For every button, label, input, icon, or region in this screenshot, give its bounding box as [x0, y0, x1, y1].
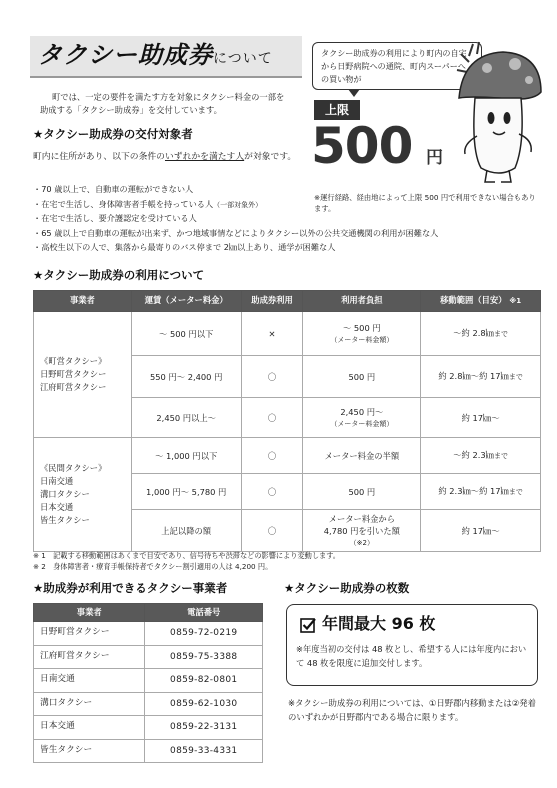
phone-number: 0859-75-3388: [145, 645, 263, 669]
condition-item: ・在宅で生活し、要介護認定を受けている人: [33, 213, 197, 224]
condition-item: ・在宅で生活し、身体障害者手帳を持っている人（一部対象外）: [33, 198, 263, 209]
coupon-cell: ✕: [241, 312, 303, 356]
limit-unit: 円: [426, 148, 443, 168]
count-title: 年間最大 96 枚: [322, 614, 436, 633]
operator-cell: 《民間タクシー》 日南交通 溝口タクシー 日本交通 皆生タクシー: [34, 438, 132, 552]
company-name: 溝口タクシー: [34, 692, 145, 716]
burden-cell: 500 円: [303, 356, 421, 398]
target-lead: 町内に住所があり、以下の条件のいずれかを満たす人が対象です。: [33, 152, 297, 162]
company-name: 日南交通: [34, 669, 145, 693]
table-row: [34, 645, 263, 669]
column-header: 利用者負担: [303, 291, 421, 312]
phone-number: 0859-72-0219: [145, 622, 263, 646]
burden-cell: 500 円: [303, 474, 421, 510]
usage-table: [33, 290, 541, 552]
usage-notes: [33, 550, 543, 572]
burden-cell: 2,450 円～ （メーター料金額）: [303, 398, 421, 438]
range-cell: 約 2.8㎞～約 17㎞まで: [421, 356, 541, 398]
page-title-suffix: について: [213, 51, 273, 67]
fare-cell: ～ 500 円以下: [131, 312, 241, 356]
range-cell: ～約 2.8㎞まで: [421, 312, 541, 356]
phone-number: 0859-22-3131: [145, 716, 263, 740]
footnote: ※ 1 記載する移動範囲はあくまで目安であり、信号待ちや渋滞などの影響により変動します。: [33, 551, 340, 560]
speech-bubble-tail: [348, 89, 360, 97]
burden-cell: メーター料金から 4,780 円を引いた額 （※2）: [303, 510, 421, 552]
footnote: ※ 2 身体障害者・療育手帳保持者でタクシー割引適用の人は 4,200 円。: [33, 562, 273, 571]
condition-list: [33, 183, 538, 256]
phone-number: 0859-33-4331: [145, 739, 263, 763]
page-title-main: タクシー助成券: [38, 41, 213, 69]
table-row: [34, 716, 263, 740]
table-row: [34, 438, 541, 474]
usage-heading: ★タクシー助成券の利用について: [33, 268, 205, 282]
limit-label: 上限: [314, 100, 360, 120]
page-title: [38, 40, 273, 74]
column-header: 事業者: [34, 291, 132, 312]
burden-cell: メーター料金の半額: [303, 438, 421, 474]
phone-number: 0859-82-0801: [145, 669, 263, 693]
range-cell: 約 17㎞～: [421, 510, 541, 552]
column-header: 助成券利用: [241, 291, 303, 312]
check-box-icon: [300, 617, 316, 633]
limit-note: ※運行経路、経由地によって上限 500 円で利用できない場合もあります。: [314, 193, 536, 213]
column-header: 運賃（メーター料金）: [131, 291, 241, 312]
fare-cell: 550 円～ 2,400 円: [131, 356, 241, 398]
burden-cell: ～ 500 円 （メーター料金額）: [303, 312, 421, 356]
count-note: ※年度当初の交付は 48 枚とし、希望する人には年度内において 48 枚を限度に追加交付します。: [296, 644, 527, 668]
operator-cell: 《町営タクシー》 日野町営タクシー 江府町営タクシー: [34, 312, 132, 438]
column-header: 電話番号: [145, 604, 263, 622]
coupon-cell: 〇: [241, 474, 303, 510]
table-row: [34, 312, 541, 356]
condition-item: ・70 歳以上で、自動車の運転ができない人: [33, 184, 194, 194]
coupon-cell: 〇: [241, 510, 303, 552]
table-row: [34, 622, 263, 646]
companies-table: [33, 603, 263, 763]
companies-table-header: [34, 604, 263, 622]
column-header: 移動範囲（目安） ※1: [421, 291, 541, 312]
column-header: 事業者: [34, 604, 145, 622]
fare-cell: 1,000 円～ 5,780 円: [131, 474, 241, 510]
table-row: [34, 692, 263, 716]
company-name: 日野町営タクシー: [34, 622, 145, 646]
fare-cell: 上記以降の額: [131, 510, 241, 552]
count-heading: ★タクシー助成券の枚数: [284, 581, 410, 595]
coupon-cell: 〇: [241, 398, 303, 438]
condition-item: ・65 歳以上で自動車の運転が出来ず、かつ地域事情などによりタクシー以外の公共交通機関の利用が困難な人: [33, 227, 439, 238]
range-cell: 約 17㎞～: [421, 398, 541, 438]
target-lead-underline: いずれかを満たす人: [164, 152, 245, 162]
target-heading: ★タクシー助成券の交付対象者: [33, 127, 193, 141]
company-name: 江府町営タクシー: [34, 645, 145, 669]
usage-scope-note: ※タクシー助成券の利用については、①日野郡内移動または②発着のいずれかが日野郡内である場合に限ります。: [288, 698, 536, 722]
range-cell: ～約 2.3㎞まで: [421, 438, 541, 474]
limit-amount: 500: [311, 117, 413, 175]
companies-heading: ★助成券が利用できるタクシー事業者: [33, 581, 228, 595]
phone-number: 0859-62-1030: [145, 692, 263, 716]
table-row: [34, 669, 263, 693]
company-name: 皆生タクシー: [34, 739, 145, 763]
mushroom-mascot-illustration: [453, 40, 543, 185]
company-name: 日本交通: [34, 716, 145, 740]
coupon-cell: 〇: [241, 356, 303, 398]
coupon-cell: 〇: [241, 438, 303, 474]
usage-table-header: [34, 291, 541, 312]
fare-cell: ～ 1,000 円以下: [131, 438, 241, 474]
intro-paragraph: 町では、一定の要件を満たす方を対象にタクシー料金の一部を助成する「タクシー助成券」を交付しています。: [40, 92, 285, 115]
fare-cell: 2,450 円以上～: [131, 398, 241, 438]
condition-item: ・高校生以下の人で、集落から最寄りのバス停まで 2㎞以上あり、通学が困難な人: [33, 242, 336, 253]
speech-bubble-text: タクシー助成券の利用により町内の自宅から日野病院への通院、町内スーパーへの買い物が: [321, 48, 467, 84]
range-cell: 約 2.3㎞～約 17㎞まで: [421, 474, 541, 510]
table-row: [34, 739, 263, 763]
